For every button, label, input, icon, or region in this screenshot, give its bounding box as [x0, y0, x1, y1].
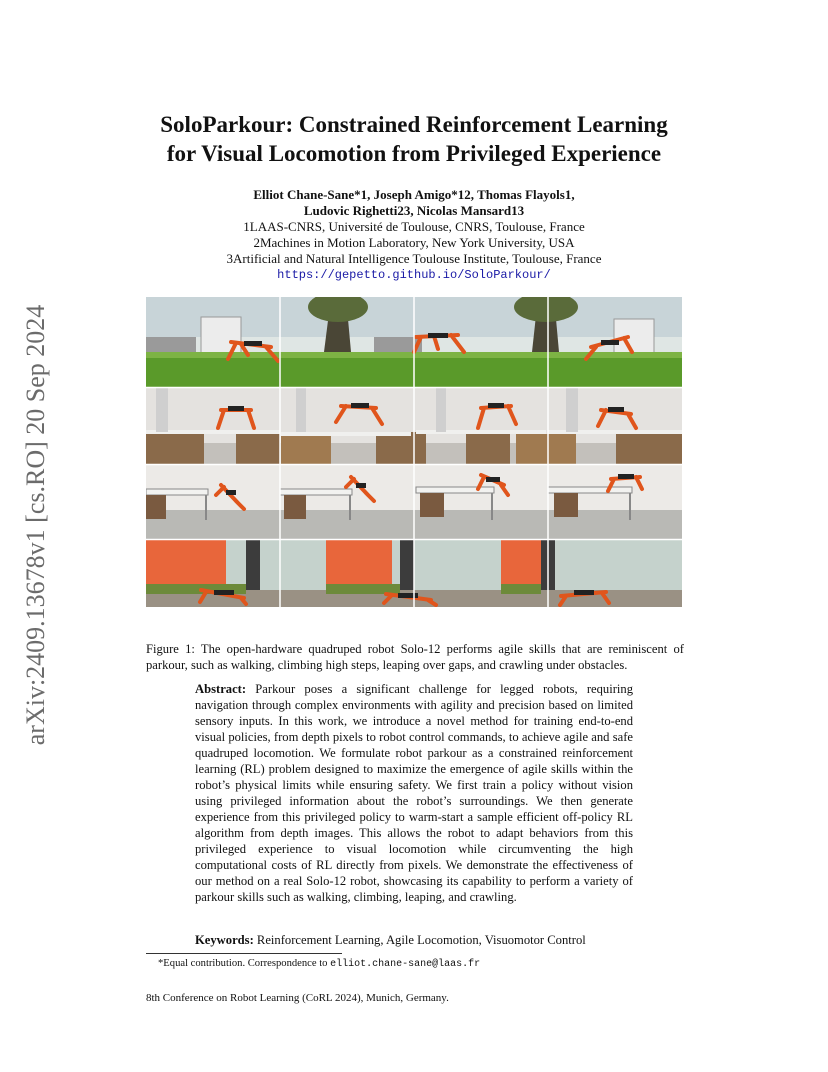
keywords-line	[195, 932, 633, 948]
keywords-label: Keywords:	[195, 933, 254, 947]
footnote	[158, 957, 480, 972]
figure-1-photo-grid	[146, 297, 682, 607]
figure-1-caption: Figure 1: The open-hardware quadruped robot Solo-12 performs agile skills that are reminiscent of parkour, such as walking, climbing high steps, leaping over gaps, and crawling under obstacles.	[146, 642, 684, 672]
affiliation-1: 1LAAS-CNRS, Université de Toulouse, CNRS, Toulouse, France	[243, 219, 585, 234]
author-block	[0, 187, 828, 283]
affiliation-2: 2Machines in Motion Laboratory, New York University, USA	[253, 235, 575, 250]
footnote-divider	[146, 953, 342, 954]
abstract-text: Parkour poses a significant challenge for legged robots, requiring navigation through complex environments with agility and precision based on limited sensory inputs. In this work, we introduce a novel method for training end-to-end visual policies, from depth pixels to robot control commands, to achieve agile and safe quadruped locomotion. We formulate robot parkour as a constrained reinforcement learning (RL) problem designed to maximize the emergence of agile skills within the robot’s physical limits while ensuring safety. We first train a policy without vision using privileged information about the robot’s surroundings. We then generate experience from this privileged policy to warm-start a sample efficient off-policy RL algorithm from depth images. This allows the robot to adapt behaviors from this privileged experience to visual locomotion while circumventing the high computational costs of RL directly from pixels. We demonstrate the effectiveness of our method on a real Solo-12 robot, showcasing its capability to perform a variety of parkour skills such as walking, climbing, leaping, and crawling.	[195, 682, 633, 904]
conference-note: 8th Conference on Robot Learning (CoRL 2024), Munich, Germany.	[146, 992, 449, 1004]
arxiv-identifier: arXiv:2409.13678v1 [cs.RO] 20 Sep 2024	[21, 304, 50, 746]
affiliation-3: 3Artificial and Natural Intelligence Toulouse Institute, Toulouse, France	[226, 251, 602, 266]
project-url-link[interactable]: https://gepetto.github.io/SoloParkour/	[277, 268, 551, 282]
title-line-2: for Visual Locomotion from Privileged Experience	[166, 141, 662, 166]
title-line-1: SoloParkour: Constrained Reinforcement Learning	[160, 112, 668, 137]
footnote-text: *Equal contribution. Correspondence to	[158, 958, 331, 969]
abstract-label: Abstract:	[195, 682, 247, 696]
authors-line-2: Ludovic Righetti23, Nicolas Mansard13	[303, 203, 525, 218]
abstract-paragraph	[195, 681, 633, 905]
figure-1-image	[146, 297, 682, 607]
arxiv-sidebar	[16, 285, 56, 765]
authors-line-1: Elliot Chane-Sane*1, Joseph Amigo*12, Thomas Flayols1,	[253, 187, 575, 202]
keywords-text: Reinforcement Learning, Agile Locomotion, Visuomotor Control	[256, 933, 586, 947]
footnote-email: elliot.chane-sane@laas.fr	[330, 959, 481, 970]
paper-title	[0, 110, 828, 168]
